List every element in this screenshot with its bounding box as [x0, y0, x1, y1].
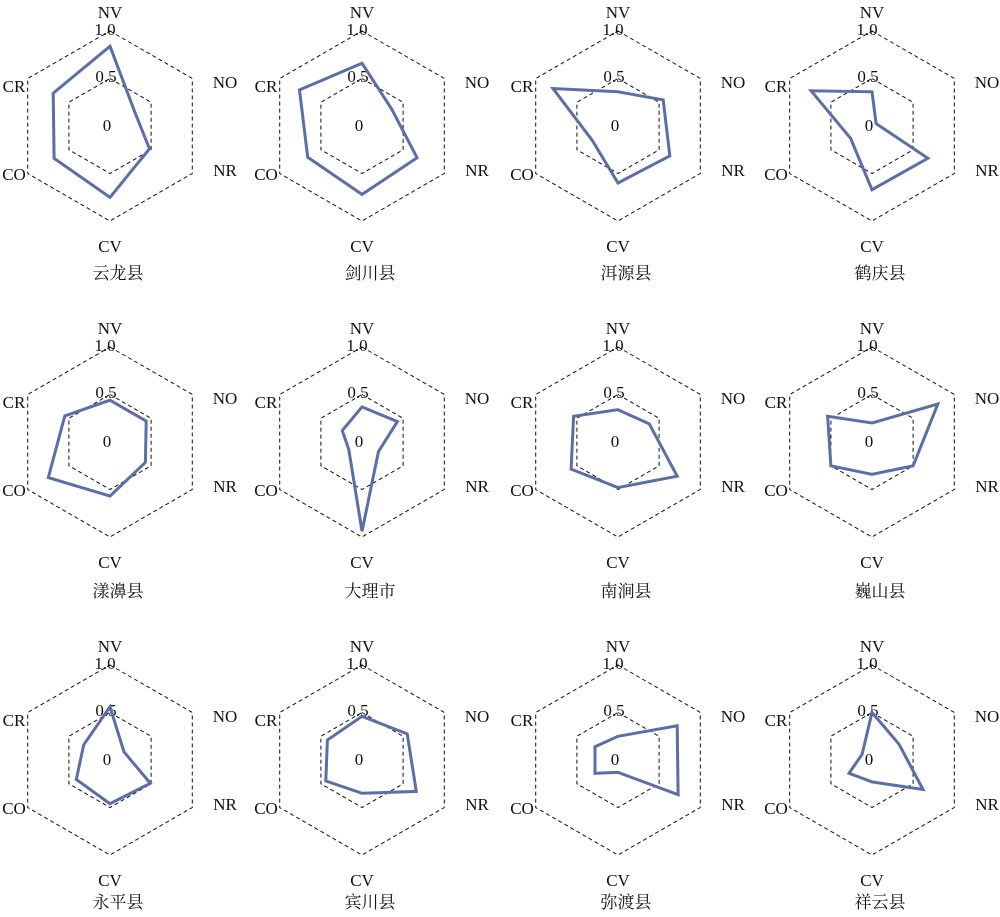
axis-label-nr: NR: [721, 795, 745, 814]
radar-chart-panel: [2, 319, 237, 602]
axis-label-nv: NV: [349, 637, 375, 656]
radar-chart-panel: [510, 637, 745, 913]
chart-title: 鹤庆县: [854, 264, 906, 284]
chart-title: 洱源县: [600, 264, 652, 284]
tick-label: 1.0: [602, 336, 624, 355]
axis-label-no: NO: [974, 389, 1000, 408]
axis-label-cv: CV: [606, 871, 630, 890]
axis-label-co: CO: [2, 165, 26, 184]
axis-label-nr: NR: [465, 477, 489, 496]
axis-label-cv: CV: [606, 553, 630, 572]
axis-label-nr: NR: [465, 795, 489, 814]
axis-label-co: CO: [254, 799, 278, 818]
radar-chart-panel: [254, 319, 489, 602]
radar-chart-panel: [764, 3, 999, 284]
radar-chart-panel: [764, 637, 999, 913]
chart-title: 大理市: [344, 582, 396, 602]
series-line: [811, 91, 928, 190]
tick-label: 0.5: [603, 701, 625, 720]
axis-label-cr: CR: [254, 393, 278, 412]
axis-label-nv: NV: [859, 3, 885, 22]
tick-label: 0.5: [603, 67, 625, 86]
axis-label-no: NO: [720, 73, 746, 92]
axis-label-co: CO: [764, 481, 788, 500]
radar-chart-panel: [254, 3, 489, 284]
chart-title: 漾濞县: [92, 582, 144, 602]
axis-label-nr: NR: [975, 477, 999, 496]
tick-label: 0.5: [347, 701, 369, 720]
axis-label-nv: NV: [605, 637, 631, 656]
chart-title: 剑川县: [344, 264, 396, 284]
tick-label: 0: [354, 750, 364, 769]
tick-label: 0: [864, 116, 874, 135]
tick-label: 0: [610, 116, 620, 135]
tick-label: 0.5: [95, 701, 117, 720]
tick-label: 0.5: [347, 67, 369, 86]
axis-label-cr: CR: [510, 393, 534, 412]
axis-label-no: NO: [464, 707, 490, 726]
tick-label: 0.5: [95, 67, 117, 86]
axis-label-no: NO: [212, 389, 238, 408]
chart-title: 云龙县: [92, 264, 144, 284]
tick-label: 1.0: [346, 654, 368, 673]
axis-label-co: CO: [510, 165, 534, 184]
axis-label-cr: CR: [2, 711, 26, 730]
tick-label: 1.0: [346, 20, 368, 39]
axis-label-cv: CV: [860, 553, 884, 572]
axis-label-nv: NV: [859, 637, 885, 656]
radar-chart-panel: [510, 3, 745, 284]
axis-label-nr: NR: [975, 795, 999, 814]
axis-label-cr: CR: [764, 77, 788, 96]
series-line: [553, 89, 670, 184]
tick-label: 1.0: [602, 20, 624, 39]
axis-label-nr: NR: [721, 161, 745, 180]
axis-label-nr: NR: [975, 161, 999, 180]
axis-label-nr: NR: [721, 477, 745, 496]
axis-label-cv: CV: [860, 871, 884, 890]
tick-label: 0: [102, 116, 112, 135]
radar-chart-panel: [2, 3, 237, 284]
axis-label-no: NO: [464, 389, 490, 408]
axis-label-cr: CR: [764, 711, 788, 730]
tick-label: 0.5: [347, 383, 369, 402]
tick-label: 1.0: [856, 20, 878, 39]
axis-label-cr: CR: [510, 77, 534, 96]
axis-label-co: CO: [510, 799, 534, 818]
tick-label: 1.0: [602, 654, 624, 673]
axis-label-no: NO: [212, 707, 238, 726]
axis-label-co: CO: [764, 799, 788, 818]
axis-label-no: NO: [974, 73, 1000, 92]
series-line: [595, 726, 678, 795]
axis-label-cr: CR: [254, 711, 278, 730]
tick-label: 0: [102, 750, 112, 769]
axis-label-nv: NV: [349, 3, 375, 22]
series-line: [342, 407, 397, 531]
chart-title: 南涧县: [600, 582, 652, 602]
axis-label-co: CO: [254, 165, 278, 184]
tick-label: 0: [354, 432, 364, 451]
tick-label: 0.5: [603, 383, 625, 402]
axis-label-nv: NV: [97, 3, 123, 22]
tick-label: 1.0: [94, 20, 116, 39]
axis-label-nr: NR: [213, 161, 237, 180]
axis-label-no: NO: [720, 389, 746, 408]
tick-label: 1.0: [856, 654, 878, 673]
chart-title: 永平县: [92, 893, 144, 913]
axis-label-nv: NV: [97, 637, 123, 656]
tick-label: 0: [354, 116, 364, 135]
axis-label-co: CO: [2, 799, 26, 818]
axis-label-cv: CV: [350, 871, 374, 890]
tick-label: 0.5: [95, 383, 117, 402]
tick-label: 1.0: [94, 654, 116, 673]
chart-title: 弥渡县: [600, 893, 652, 913]
axis-label-co: CO: [764, 165, 788, 184]
axis-label-cv: CV: [98, 871, 122, 890]
tick-label: 0.5: [857, 383, 879, 402]
axis-label-no: NO: [464, 73, 490, 92]
axis-label-cv: CV: [860, 237, 884, 256]
series-line: [571, 410, 677, 488]
tick-label: 0: [864, 432, 874, 451]
axis-label-cv: CV: [98, 553, 122, 572]
axis-label-no: NO: [974, 707, 1000, 726]
chart-title: 祥云县: [854, 893, 906, 913]
axis-label-co: CO: [2, 481, 26, 500]
axis-label-nr: NR: [465, 161, 489, 180]
radar-chart-panel: [2, 637, 237, 913]
axis-label-cr: CR: [510, 711, 534, 730]
tick-label: 0.5: [857, 701, 879, 720]
axis-label-cr: CR: [764, 393, 788, 412]
series-line: [76, 707, 150, 804]
series-line: [828, 404, 938, 474]
tick-label: 0: [610, 750, 620, 769]
axis-label-nr: NR: [213, 795, 237, 814]
radar-chart-panel: [510, 319, 745, 602]
axis-label-co: CO: [254, 481, 278, 500]
axis-label-nv: NV: [349, 319, 375, 338]
tick-label: 0: [610, 432, 620, 451]
axis-label-no: NO: [720, 707, 746, 726]
tick-label: 1.0: [346, 336, 368, 355]
axis-label-cv: CV: [606, 237, 630, 256]
tick-label: 0: [864, 750, 874, 769]
axis-label-nr: NR: [213, 477, 237, 496]
axis-label-cr: CR: [254, 77, 278, 96]
radar-chart-panel: [254, 637, 489, 913]
axis-label-cr: CR: [2, 393, 26, 412]
axis-label-co: CO: [510, 481, 534, 500]
tick-label: 1.0: [94, 336, 116, 355]
tick-label: 1.0: [856, 336, 878, 355]
series-line: [849, 713, 923, 790]
radar-chart-panel: [764, 319, 999, 602]
axis-label-cv: CV: [350, 553, 374, 572]
axis-label-nv: NV: [605, 3, 631, 22]
chart-title: 宾川县: [344, 893, 396, 913]
tick-label: 0: [102, 432, 112, 451]
axis-label-cr: CR: [2, 77, 26, 96]
axis-label-nv: NV: [605, 319, 631, 338]
axis-label-nv: NV: [97, 319, 123, 338]
tick-label: 0.5: [857, 67, 879, 86]
chart-title: 巍山县: [854, 582, 906, 602]
axis-label-cv: CV: [350, 237, 374, 256]
axis-label-nv: NV: [859, 319, 885, 338]
axis-label-no: NO: [212, 73, 238, 92]
axis-label-cv: CV: [98, 237, 122, 256]
